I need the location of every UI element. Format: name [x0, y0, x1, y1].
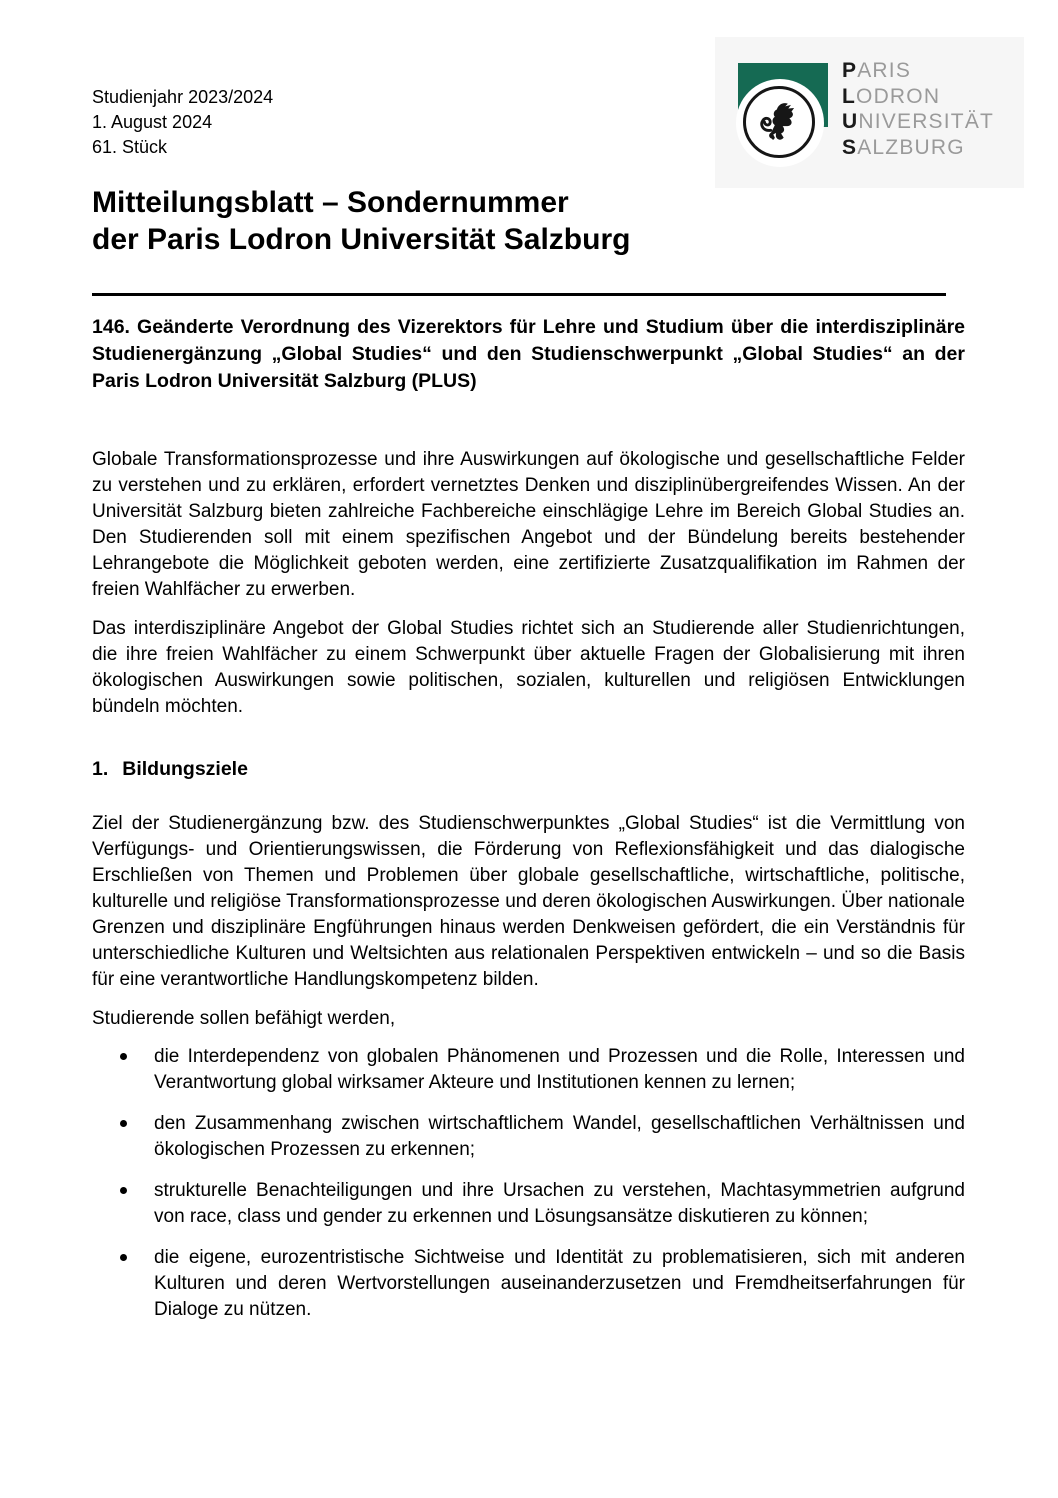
issue-number: 61. Stück	[92, 137, 168, 157]
list-item-text: die Interdependenz von globalen Phänomenen und Prozessen und die Rolle, Interessen und Verantwortung global wirksamer Akteure und Institutionen kennen zu lernen;	[154, 1046, 965, 1093]
section-title: Bildungsziele	[122, 758, 248, 780]
logo-wordmark-line-lodron	[842, 84, 994, 110]
list-item	[92, 1178, 965, 1230]
salzburg-lion-icon	[753, 96, 805, 148]
logo-wordmark-line-salzburg	[842, 135, 994, 161]
logo-initial: U	[842, 110, 859, 133]
logo-rest: ODRON	[856, 84, 941, 108]
list-item-text: den Zusammenhang zwischen wirtschaftlichem Wandel, gesellschaftlichen Verhältnissen und ökologischen Prozessen zu erkennen;	[154, 1113, 965, 1160]
plus-logo	[715, 37, 1024, 188]
bullet-icon	[120, 1254, 127, 1261]
section-heading-bildungsziele	[92, 756, 248, 783]
logo-initial: S	[842, 135, 858, 159]
list-item	[92, 1245, 965, 1323]
bullet-icon	[120, 1120, 127, 1127]
logo-initial: L	[842, 84, 857, 108]
logo-initial: P	[842, 59, 858, 82]
bullet-icon	[120, 1053, 127, 1060]
list-item	[92, 1044, 965, 1096]
paragraph-lead-in: Studierende sollen befähigt werden,	[92, 1008, 396, 1029]
paragraph-global-transformation: Globale Transformationsprozesse und ihre Auswirkungen auf ökologische und gesellschaftliche Felder zu verstehen und zu erklären, erfordert vernetztes Denken und disziplinübergreifendes Wissen. An der Universität Salzburg bieten zahlreiche Fachbereiche einschlägige Lehre im Bereich Global Studies an. Den Studierenden soll mit einem spezifischen Angebot und der Bündelung bereits bestehender Lehrangebote die Möglichkeit geboten werden, eine zertifizierte Zusatzqualifikation im Rahmen der freien Wahlfächer zu erwerben.	[92, 449, 965, 600]
logo-rest: ALZBURG	[857, 135, 965, 159]
logo-rest: ARIS	[857, 59, 912, 82]
logo-wordmark	[842, 58, 994, 160]
bildungsziele-list	[92, 1044, 965, 1338]
list-item-text: strukturelle Benachteiligungen und ihre Ursachen zu verstehen, Machtasymmetrien aufgrund von race, class und gender zu erkennen und Lösungsansätze diskutieren zu können;	[154, 1180, 965, 1227]
logo-crest-circle	[743, 86, 815, 158]
logo-wordmark-line-universitaet	[842, 109, 994, 135]
section-number: 1.	[92, 758, 109, 780]
paragraph-bildungsziele-intro: Ziel der Studienergänzung bzw. des Studienschwerpunktes „Global Studies“ ist die Vermittlung von Verfügungs- und Orientierungswissen, die Förderung von Reflexionsfähigkeit und das dialogische Erschließen von Themen und Problemen über globale gesellschaftliche, wirtschaftliche, politische, kulturelle und religiöse Transformationsprozesse und deren ökologischen Auswirkungen. Über nationale Grenzen und disziplinäre Engführungen hinaus werden Denkweisen gefördert, die ein Verständnis für unterschiedliche Kulturen und Weltsichten aus relationalen Perspektiven entwickeln – und so die Basis für eine verantwortliche Handlungskompetenz bilden.	[92, 813, 965, 990]
list-item-text: die eigene, eurozentristische Sichtweise und Identität zu problematisieren, sich mit anderen Kulturen und deren Wertvorstellungen auseinanderzusetzen und Fremdheitserfahrungen für Dialoge zu nützen.	[154, 1247, 965, 1320]
logo-wordmark-line-paris	[842, 58, 994, 84]
list-item	[92, 1111, 965, 1163]
paragraph-interdisciplinary-offer: Das interdisziplinäre Angebot der Global Studies richtet sich an Studierende aller Studienrichtungen, die ihre freien Wahlfächer zu einem Schwerpunkt über aktuelle Fragen der Globalisierung mit ihren ökologischen Auswirkungen sowie politischen, sozialen, kulturellen und religiösen Entwicklungen bündeln möchten.	[92, 618, 965, 717]
bulletin-title-line1: Mitteilungsblatt – Sondernummer	[92, 186, 569, 219]
logo-rest: NIVERSITÄT	[858, 110, 995, 133]
bulletin-title	[92, 184, 630, 258]
title-divider	[92, 293, 946, 296]
issue-info	[92, 85, 273, 160]
decree-heading: 146. Geänderte Verordnung des Vizerektors für Lehre und Studium über die interdisziplinäre Studienergänzung „Global Studies“ und den Studienschwerpunkt „Global Studies“ an der Paris Lodron Universität Salzburg (PLUS)	[92, 316, 965, 392]
bullet-icon	[120, 1187, 127, 1194]
issue-date: 1. August 2024	[92, 112, 213, 132]
issue-studienjahr: Studienjahr 2023/2024	[92, 87, 274, 107]
bulletin-title-line2: der Paris Lodron Universität Salzburg	[92, 223, 631, 256]
